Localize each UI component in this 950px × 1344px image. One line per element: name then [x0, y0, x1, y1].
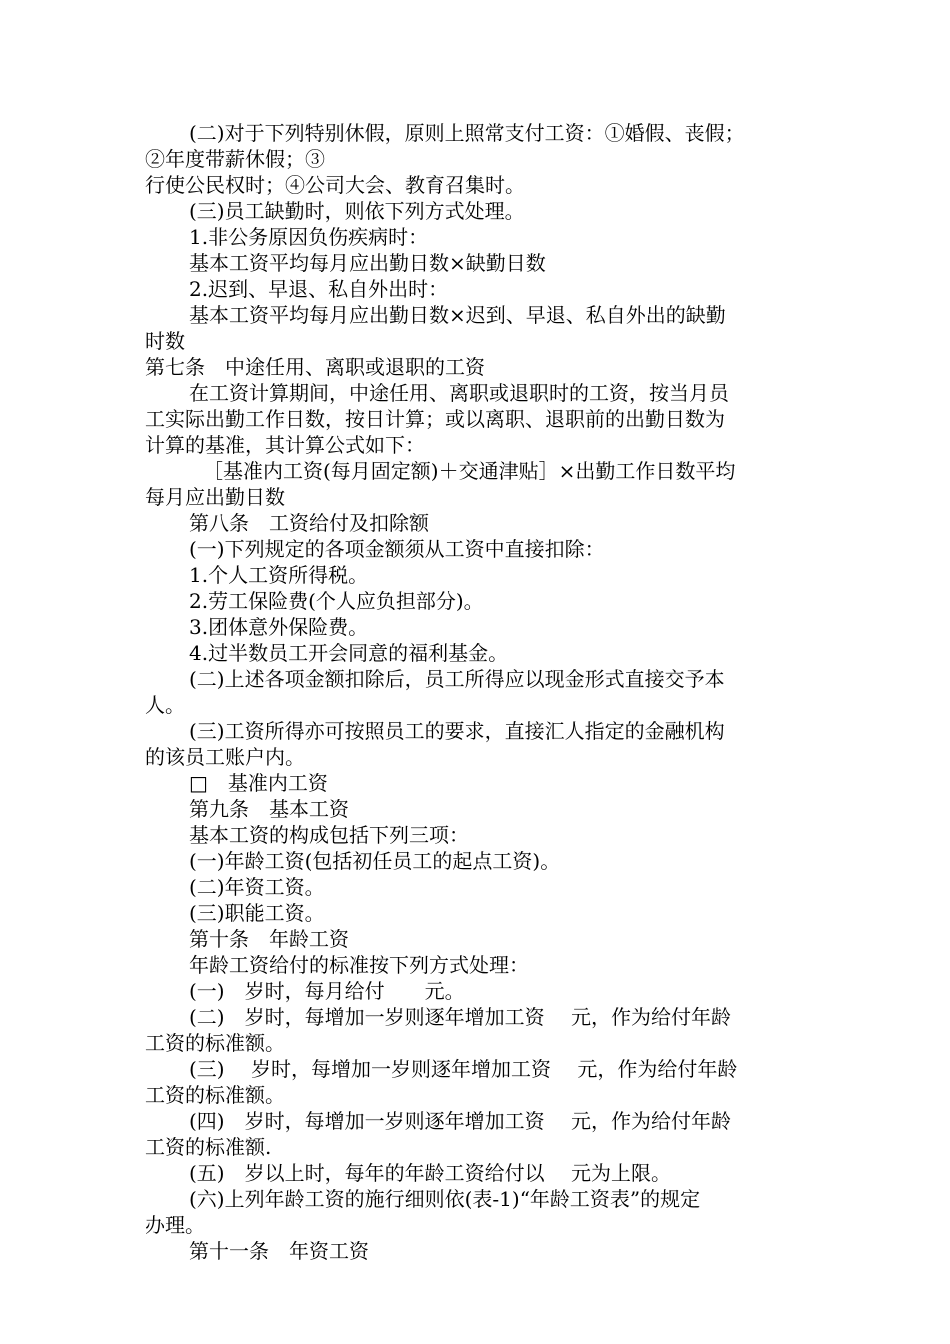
text-line: (一)下列规定的各项金额须从工资中直接扣除：: [189, 537, 605, 561]
text-line: 时数: [145, 329, 185, 353]
article-heading: 第七条 中途任用、离职或退职的工资: [145, 355, 485, 379]
text-line: 工实际出勤工作日数，按日计算；或以离职、退职前的出勤日数为: [145, 407, 725, 431]
text-line: 基本工资的构成包括下列三项：: [189, 823, 469, 847]
list-item: (三)职能工资。: [189, 901, 325, 925]
list-item: (六)上列年龄工资的施行细则依(表-1)“年龄工资表”的规定: [189, 1187, 701, 1211]
list-item: 3.团体意外保险费。: [189, 615, 369, 639]
text-line: (二)上述各项金额扣除后，员工所得应以现金形式直接交予本: [189, 667, 725, 691]
text-line: 计算的基准，其计算公式如下：: [145, 433, 425, 457]
article-heading: 第十一条 年资工资: [189, 1239, 369, 1263]
text-line: 2.迟到、早退、私自外出时：: [189, 277, 449, 301]
text-line: ②年度带薪休假；③: [145, 147, 325, 171]
list-item: (四) 岁时，每增加一岁则逐年增加工资 元，作为给付年龄: [189, 1109, 731, 1133]
list-item: 2.劳工保险费(个人应负担部分)。: [189, 589, 484, 613]
text-line: (三)员工缺勤时，则依下列方式处理。: [189, 199, 525, 223]
formula-line: 每月应出勤日数: [145, 485, 285, 509]
section-heading: □ 基准内工资: [189, 771, 328, 795]
text-line: (三)工资所得亦可按照员工的要求，直接汇人指定的金融机构: [189, 719, 725, 743]
text-line: 工资的标准额。: [145, 1083, 285, 1107]
document-body: [145, 120, 815, 1264]
text-line: 工资的标准额。: [145, 1031, 285, 1055]
text-line: (二)对于下列特别休假，原则上照常支付工资：①婚假、丧假；: [189, 121, 745, 145]
article-heading: 第八条 工资给付及扣除额: [189, 511, 429, 535]
list-item: (五) 岁以上时，每年的年龄工资给付以 元为上限。: [189, 1161, 671, 1185]
article-heading: 第九条 基本工资: [189, 797, 349, 821]
text-line: 人。: [145, 693, 185, 717]
list-item: (一) 岁时，每月给付 元。: [189, 979, 465, 1003]
text-line: 年龄工资给付的标准按下列方式处理：: [189, 953, 529, 977]
text-line: 行使公民权时；④公司大会、教育召集时。: [145, 173, 525, 197]
text-line: 1.非公务原因负伤疾病时：: [189, 225, 429, 249]
text-line: 基本工资平均每月应出勤日数×迟到、早退、私自外出的缺勤: [189, 303, 726, 327]
text-line: 的该员工账户内。: [145, 745, 305, 769]
text-line: 工资的标准额.: [145, 1135, 272, 1159]
text-line: 办理。: [145, 1213, 205, 1237]
list-item: (二)年资工资。: [189, 875, 325, 899]
formula-line: ［基准内工资(每月固定额)＋交通津贴］×出勤工作日数平均: [203, 459, 736, 483]
list-item: (一)年龄工资(包括初任员工的起点工资)。: [189, 849, 561, 873]
article-heading: 第十条 年龄工资: [189, 927, 349, 951]
list-item: (三) 岁时，每增加一岁则逐年增加工资 元，作为给付年龄: [189, 1057, 738, 1081]
list-item: 1.个人工资所得税。: [189, 563, 369, 587]
list-item: 4.过半数员工开会同意的福利基金。: [189, 641, 509, 665]
text-line: 在工资计算期间，中途任用、离职或退职时的工资，按当月员: [189, 381, 729, 405]
list-item: (二) 岁时，每增加一岁则逐年增加工资 元，作为给付年龄: [189, 1005, 731, 1029]
text-line: 基本工资平均每月应出勤日数×缺勤日数: [189, 251, 546, 275]
